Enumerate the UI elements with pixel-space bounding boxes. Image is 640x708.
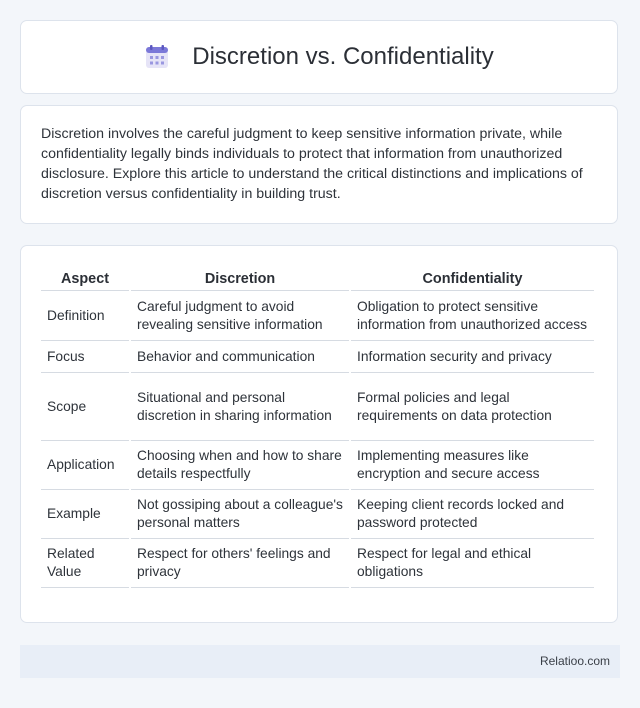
row-discretion: Careful judgment to avoid revealing sensitive information [131, 291, 349, 341]
table-row [41, 291, 594, 341]
comparison-table [39, 268, 596, 588]
table-row [41, 341, 594, 373]
row-confidentiality: Formal policies and legal requirements on data protection [351, 373, 594, 441]
row-aspect: Focus [41, 341, 129, 373]
row-confidentiality: Keeping client records locked and password protected [351, 490, 594, 539]
intro-card [20, 105, 618, 224]
column-header-confidentiality: Confidentiality [351, 268, 594, 291]
row-aspect: Definition [41, 291, 129, 341]
row-aspect: Related Value [41, 539, 129, 588]
title-card [20, 20, 618, 94]
row-confidentiality: Information security and privacy [351, 341, 594, 373]
row-discretion: Not gossiping about a colleague's personal matters [131, 490, 349, 539]
table-row [41, 373, 594, 441]
row-discretion: Situational and personal discretion in sharing information [131, 373, 349, 441]
footer [20, 645, 620, 678]
intro-text: Discretion involves the careful judgment to keep sensitive information private, while confidentiality legally binds individuals to protect that information from unauthorized disclosure. Explore this article to understand the critical distinctions and implications of discretion versus confidentiality in building trust. [41, 126, 583, 202]
row-discretion: Choosing when and how to share details respectfully [131, 441, 349, 490]
row-discretion: Behavior and communication [131, 341, 349, 373]
calendar-icon [144, 44, 170, 70]
table-row [41, 490, 594, 539]
page-title: Discretion vs. Confidentiality [192, 43, 494, 70]
row-confidentiality: Implementing measures like encryption and secure access [351, 441, 594, 490]
row-confidentiality: Obligation to protect sensitive information from unauthorized access [351, 291, 594, 341]
column-header-discretion: Discretion [131, 268, 349, 291]
row-aspect: Example [41, 490, 129, 539]
comparison-card [20, 245, 618, 623]
row-confidentiality: Respect for legal and ethical obligations [351, 539, 594, 588]
column-header-aspect: Aspect [41, 268, 129, 291]
row-discretion: Respect for others' feelings and privacy [131, 539, 349, 588]
row-aspect: Scope [41, 373, 129, 441]
table-row [41, 539, 594, 588]
table-header-row [41, 268, 594, 291]
footer-brand: Relatioo.com [539, 654, 610, 668]
table-row [41, 441, 594, 490]
row-aspect: Application [41, 441, 129, 490]
